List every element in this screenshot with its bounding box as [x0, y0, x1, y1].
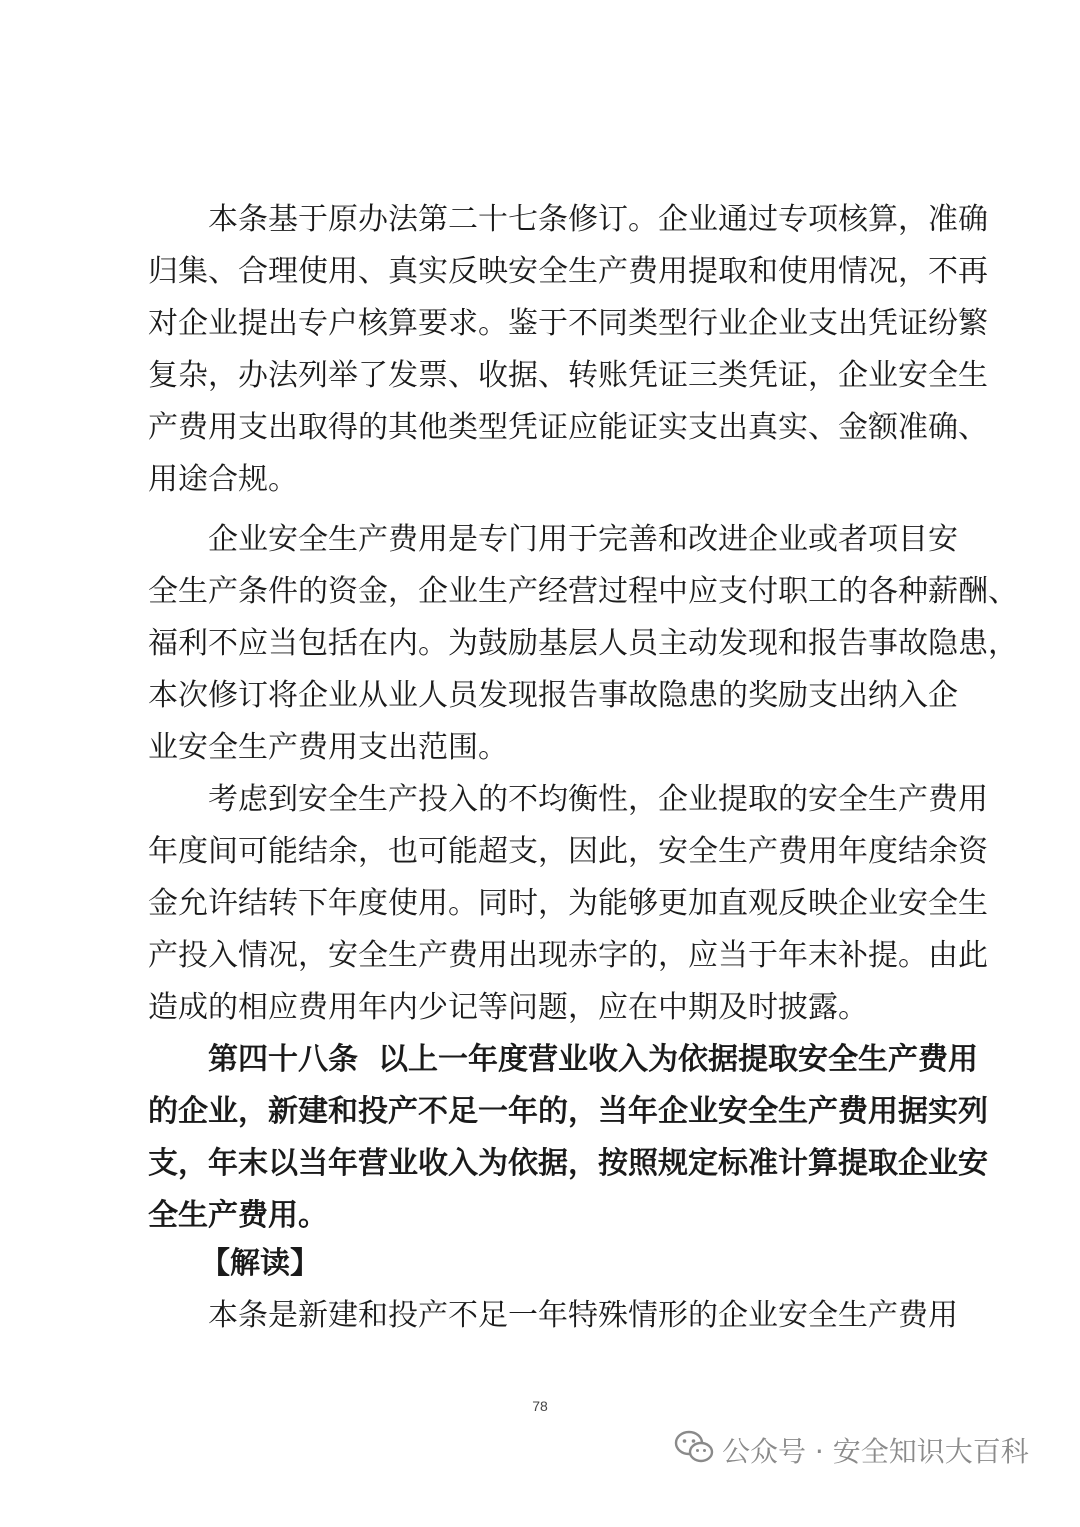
paragraph-3-line-4: 产投入情况，安全生产费用出现赤字的，应当于年末补提。由此 [148, 938, 988, 973]
article-48-line-4: 全生产费用。 [148, 1198, 328, 1233]
paragraph-3-line-5: 造成的相应费用年内少记等问题，应在中期及时披露。 [148, 990, 868, 1025]
wechat-icon [674, 1430, 722, 1471]
paragraph-3-line-2: 年度间可能结余，也可能超支，因此，安全生产费用年度结余资 [148, 834, 988, 869]
article-48-line-1 [208, 1034, 978, 1086]
watermark [674, 1428, 1029, 1472]
article-48-line-1-text: 以上一年度营业收入为依据提取安全生产费用 [378, 1042, 978, 1077]
paragraph-1-line-5: 产费用支出取得的其他类型凭证应能证实支出真实、金额准确、 [148, 410, 988, 445]
paragraph-1-line-2: 归集、合理使用、真实反映安全生产费用提取和使用情况，不再 [148, 254, 988, 289]
paragraph-2-line-1: 企业安全生产费用是专门用于完善和改进企业或者项目安 [208, 522, 958, 557]
paragraph-4-line-1: 本条是新建和投产不足一年特殊情形的企业安全生产费用 [208, 1298, 958, 1333]
paragraph-2-line-3: 福利不应当包括在内。为鼓励基层人员主动发现和报告事故隐患， [148, 626, 1018, 661]
paragraph-3-line-3: 金允许结转下年度使用。同时，为能够更加直观反映企业安全生 [148, 886, 988, 921]
paragraph-1-line-1: 本条基于原办法第二十七条修订。企业通过专项核算，准确 [208, 202, 988, 237]
watermark-text: 公众号 · 安全知识大百科 [722, 1435, 1029, 1468]
paragraph-2-line-5: 业安全生产费用支出范围。 [148, 730, 508, 765]
article-48-line-3: 支，年末以当年营业收入为依据，按照规定标准计算提取企业安 [148, 1146, 988, 1181]
page-number: 78 [532, 1398, 548, 1414]
paragraph-2-line-2: 全生产条件的资金，企业生产经营过程中应支付职工的各种薪酬、 [148, 574, 1018, 609]
paragraph-1-line-6: 用途合规。 [148, 462, 298, 497]
article-48-line-2: 的企业，新建和投产不足一年的，当年企业安全生产费用据实列 [148, 1094, 988, 1129]
paragraph-1-line-3: 对企业提出专户核算要求。鉴于不同类型行业企业支出凭证纷繁 [148, 306, 988, 341]
interpretation-label: 【解读】 [200, 1246, 320, 1281]
paragraph-2-line-4: 本次修订将企业从业人员发现报告事故隐患的奖励支出纳入企 [148, 678, 958, 713]
article-48-heading: 第四十八条 [208, 1042, 358, 1077]
paragraph-1-line-4: 复杂，办法列举了发票、收据、转账凭证三类凭证，企业安全生 [148, 358, 988, 393]
paragraph-3-line-1: 考虑到安全生产投入的不均衡性，企业提取的安全生产费用 [208, 782, 988, 817]
